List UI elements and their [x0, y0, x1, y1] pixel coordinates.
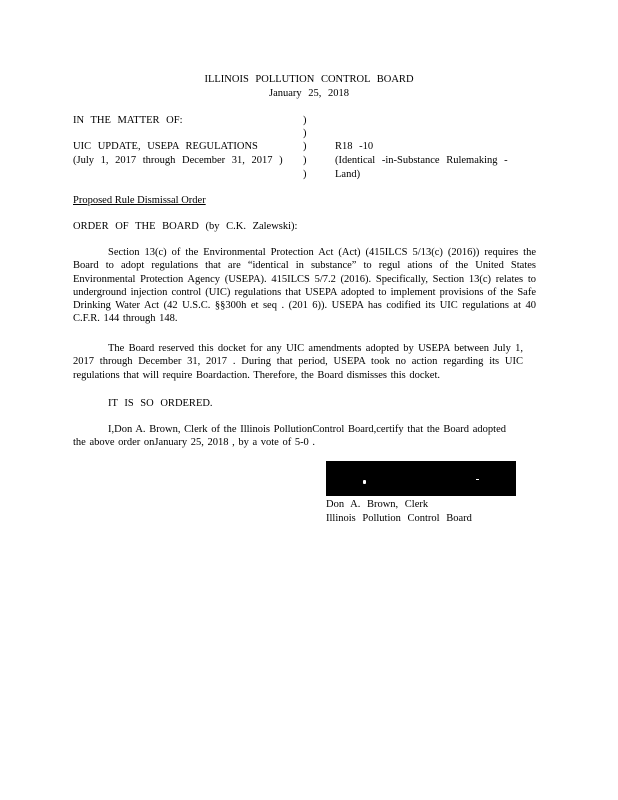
- order-type: Proposed Rule Dismissal Order: [73, 195, 206, 206]
- docket-type-line1: (Identical -in-Substance Rulemaking -: [335, 155, 508, 166]
- paragraph-dismissal: The Board reserved this docket for any UIC amendments adopted by USEPA between July 1, 2017 through December 31, 2017 . During that period, USEPA took no action regarding its UIC regulations that will require Boardaction. Therefore, the Board dismisses this docket.: [73, 343, 523, 381]
- order-date: January 25, 2018: [268, 88, 350, 99]
- caption-title-line1: UIC UPDATE, USEPA REGULATIONS: [73, 141, 258, 152]
- order-heading: ORDER OF THE BOARD (by C.K. Zalewski):: [73, 221, 298, 232]
- certification-text: I,Don A. Brown, Clerk of the Illinois PollutionControl Board,certify that the Board adopted the above order onJanuary 25, 2018 , by a vote of 5-0 .: [73, 424, 506, 449]
- caption-paren-5: ): [303, 169, 307, 180]
- caption-paren-1: ): [303, 115, 307, 126]
- so-ordered: IT IS SO ORDERED.: [108, 398, 213, 409]
- caption-paren-4: ): [303, 155, 307, 166]
- in-the-matter-label: IN THE MATTER OF:: [73, 115, 183, 126]
- docket-number: R18 -10: [335, 141, 374, 152]
- signer-name-title: Don A. Brown, Clerk: [326, 499, 429, 510]
- caption-paren-2: ): [303, 128, 307, 139]
- signature-mark: [363, 480, 366, 484]
- board-name: ILLINOIS POLLUTION CONTROL BOARD: [204, 74, 414, 85]
- caption-paren-3: ): [303, 141, 307, 152]
- signature-redaction: [326, 461, 516, 496]
- paragraph-statutory-basis: Section 13(c) of the Environmental Protection Act (Act) (415ILCS 5/13(c) (2016)) requires the Board to adopt regulations that are “identical in substance” to regul ations of the United States Environmental Protection Agency (USEPA). 415ILCS 5/7.2 (2016). Specifically, Section 13(c) relates to underground injection control (UIC) regulations that USEPA adopted to implement provisions of the Safe Drinking Water Act (42 U.S.C. §§300h et seq . (201 6)). USEPA has codified its UIC regulations at 40 C.F.R. 144 through 148.: [73, 247, 536, 325]
- caption-title-line2: (July 1, 2017 through December 31, 2017 ): [73, 155, 283, 166]
- docket-type-line2: Land): [335, 169, 361, 180]
- signature-dash: [476, 479, 479, 480]
- signer-organization: Illinois Pollution Control Board: [326, 513, 472, 524]
